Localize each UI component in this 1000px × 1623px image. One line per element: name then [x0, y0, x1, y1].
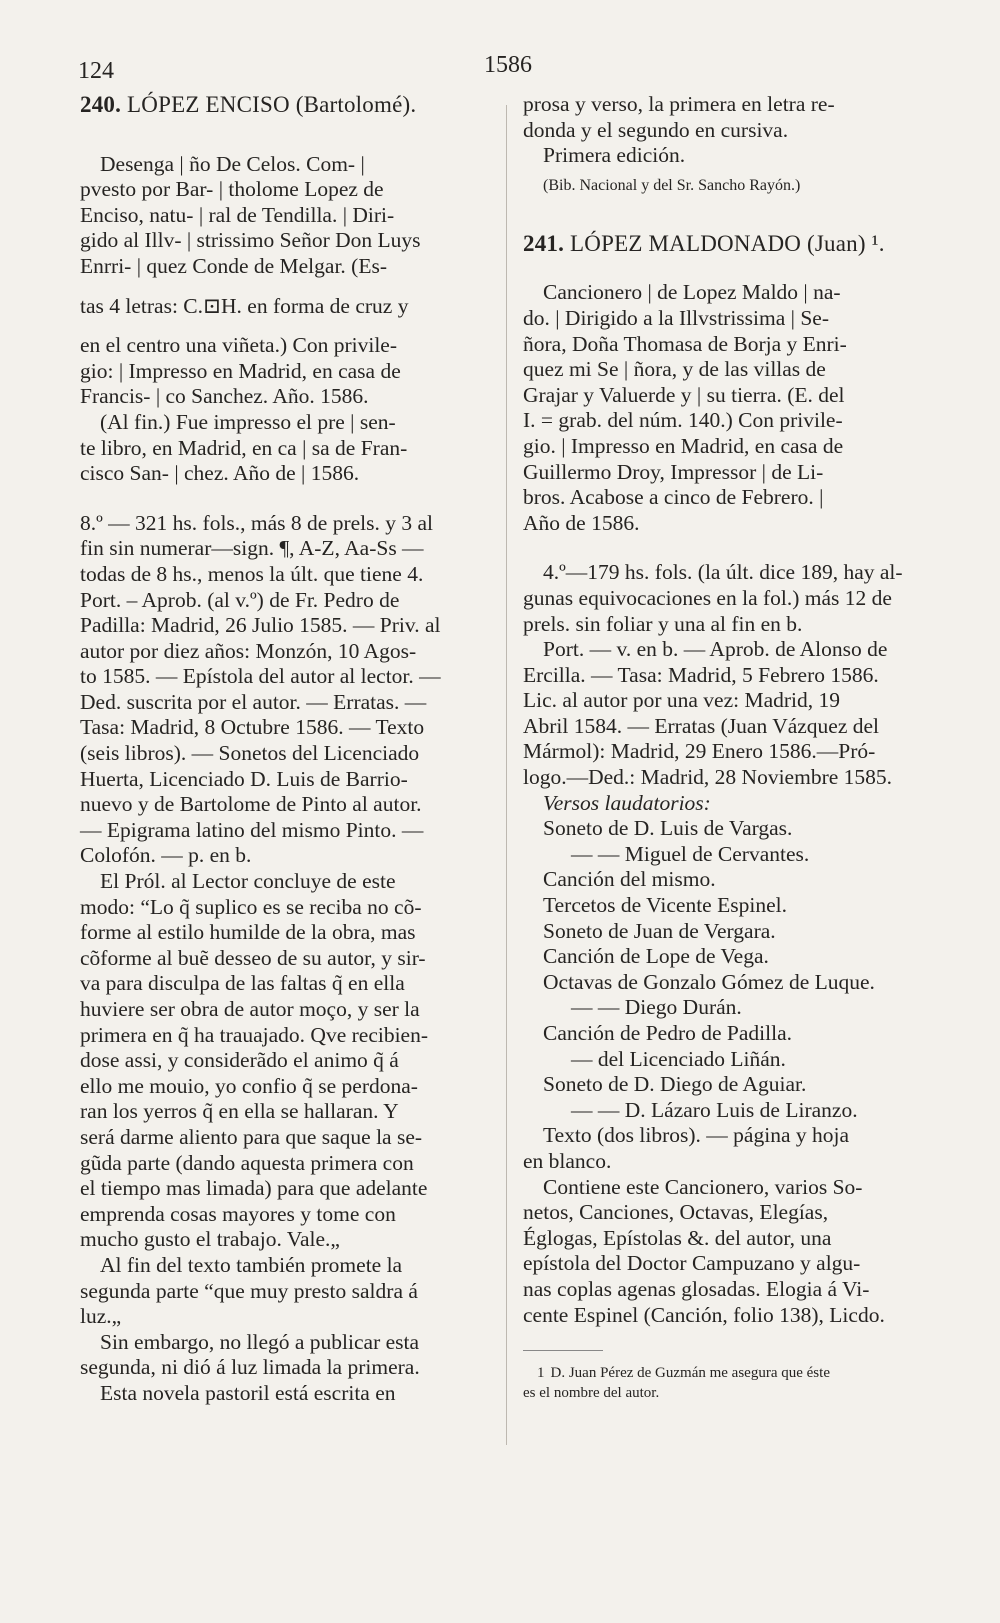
text-line: huviere ser obra de autor moço, y ser la — [80, 997, 420, 1021]
text-line: prels. sin foliar y una al fin en b. — [523, 611, 803, 636]
text-line: ello me mouio, yo confio q̃ se perdona- — [80, 1073, 418, 1098]
text-line: logo.—Ded.: Madrid, 28 Noviembre 1585. — [523, 765, 893, 790]
entry-number: 240. — [80, 92, 122, 117]
text-line: Esta novela pastoril está escrita en — [100, 1380, 396, 1405]
entry-author: LÓPEZ MALDONADO (Juan) ¹. — [570, 230, 885, 256]
text-line: Año de 1586. — [523, 510, 640, 535]
text-line: Port. – Aprob. (al v.º) de Fr. Pedro de — [80, 587, 400, 612]
text-line: forme al estilo humilde de la obra, mas — [80, 920, 416, 945]
text-line: Francis- | co Sanchez. Año. 1586. — [80, 384, 369, 409]
entry-number: 241. — [523, 230, 565, 256]
text-line: Ded. suscrita por el autor. — Erratas. — — [80, 689, 427, 714]
text-line: Lic. al autor por una vez: Madrid, 19 — [523, 688, 841, 713]
entry-241-heading — [523, 231, 943, 257]
text-line: cente Espinel (Canción, folio 138), Licdo. — [523, 1302, 885, 1327]
text-line: en blanco. — [523, 1148, 612, 1173]
text-line: todas de 8 hs., menos la últ. que tiene 4. — [80, 561, 424, 586]
column-divider — [506, 105, 507, 1445]
text-line: Texto (dos libros). — página y hoja — [543, 1123, 850, 1148]
text-line: bros. Acabose a cinco de Febrero. | — [523, 485, 824, 510]
text-line: gio. | Impresso en Madrid, en casa de — [523, 433, 844, 458]
entry-240-description — [80, 511, 492, 869]
text-line: Huerta, Licenciado D. Luis de Barrio- — [80, 766, 408, 791]
text-line: va para disculpa de las faltas q̃ en ella — [80, 971, 405, 996]
text-line: te libro, en Madrid, en ca | sa de Fran- — [80, 435, 408, 460]
verse-item: — — Miguel de Cervantes. — [571, 841, 810, 866]
text-line: gũda parte (dando aquesta primera con — [80, 1150, 414, 1175]
text-line: tas 4 letras: C.⊡H. en forma de cruz y — [80, 293, 409, 318]
verse-item: Octavas de Gonzalo Gómez de Luque. — [543, 969, 875, 994]
text-line: modo: “Lo q̃ suplico es se reciba no cõ- — [80, 894, 422, 919]
text-line: Abril 1584. — Erratas (Juan Vázquez del — [523, 713, 880, 738]
text-line: — Epigrama latino del mismo Pinto. — — [80, 817, 424, 842]
entry-240-heading — [80, 92, 492, 118]
library-location: (Bib. Nacional y del Sr. Sancho Rayón.) — [543, 176, 801, 194]
verse-item: — del Licenciado Liñán. — [571, 1046, 786, 1071]
text-line: Cancionero | de Lopez Maldo | na- — [543, 280, 841, 305]
text-line: autor por diez años: Monzón, 10 Agos- — [80, 638, 417, 663]
entry-241-contents — [523, 1175, 943, 1329]
text-line: 8.º — 321 hs. fols., más 8 de prels. y 3 al — [80, 510, 434, 535]
entry-240-title — [80, 152, 492, 487]
text-line: epístola del Doctor Campuzano y algu- — [523, 1251, 861, 1276]
text-line: fin sin numerar—sign. ¶, A-Z, Aa-Ss — — [80, 536, 424, 561]
text-line: Ercilla. — Tasa: Madrid, 5 Febrero 1586. — [523, 662, 879, 687]
text-line: Desenga | ño De Celos. Com- | — [100, 151, 365, 176]
text-line: Port. — v. en b. — Aprob. de Alonso de — [543, 637, 888, 662]
text-line: luz.„ — [80, 1304, 122, 1329]
text-line: do. | Dirigido a la Illvstrissima | Se- — [523, 305, 829, 330]
verse-item: Soneto de D. Diego de Aguiar. — [543, 1072, 807, 1097]
text-line: 4.º—179 hs. fols. (la últ. dice 189, hay al- — [543, 560, 903, 585]
entry-241-description — [523, 560, 943, 790]
text-line: segunda parte “que muy presto saldra á — [80, 1278, 418, 1303]
text-line: Colofón. — p. en b. — [80, 843, 252, 868]
text-line: Padilla: Madrid, 26 Julio 1585. — Priv. al — [80, 613, 441, 638]
text-line: pvesto por Bar- | tholome Lopez de — [80, 177, 384, 202]
entry-241-text — [523, 1123, 943, 1174]
text-line: Enrri- | quez Conde de Melgar. (Es- — [80, 253, 387, 278]
verse-item: Soneto de D. Luis de Vargas. — [543, 816, 793, 841]
text-line: primera en q̃ ha trauajado. Qve recibien- — [80, 1022, 429, 1047]
footnote-rule — [523, 1350, 603, 1351]
text-line: en el centro una viñeta.) Con privile- — [80, 333, 398, 358]
text-line: Al fin del texto también promete la — [100, 1252, 403, 1277]
running-year: 1586 — [484, 52, 532, 78]
text-line: emprenda cosas mayores y tome con — [80, 1201, 396, 1226]
text-line: mucho gusto el trabajo. Vale.„ — [80, 1227, 340, 1252]
text-line: el tiempo mas limada) para que adelante — [80, 1176, 428, 1201]
footnote-text: es el nombre del autor. — [523, 1385, 660, 1402]
right-column — [523, 92, 943, 1403]
entry-240-prologue — [80, 869, 492, 1406]
verse-item: Soneto de Juan de Vergara. — [543, 918, 776, 943]
verse-item: Canción de Lope de Vega. — [543, 944, 769, 969]
text-line: Guillermo Droy, Impressor | de Li- — [523, 459, 824, 484]
text-line: Primera edición. — [543, 143, 686, 168]
text-line: Sin embargo, no llegó a publicar esta — [100, 1329, 420, 1354]
text-line: El Pról. al Lector concluye de este — [100, 869, 396, 894]
text-line: nuevo y de Bartolome de Pinto al autor. — [80, 792, 422, 817]
text-line: (seis libros). — Sonetos del Licenciado — [80, 741, 420, 766]
footnote-number: 1 — [537, 1365, 545, 1382]
text-line: to 1585. — Epístola del autor al lector. — — [80, 664, 441, 689]
text-line: Grajar y Valuerde y | su tierra. (E. del — [523, 382, 845, 407]
page-number: 124 — [78, 58, 114, 84]
text-line: segunda, ni dió á luz limada la primera. — [80, 1355, 420, 1380]
text-line: gio: | Impresso en Madrid, en casa de — [80, 358, 401, 383]
verse-item: Canción de Pedro de Padilla. — [543, 1021, 792, 1045]
text-line: donda y el segundo en cursiva. — [523, 117, 789, 142]
verse-item: Canción del mismo. — [543, 867, 716, 892]
text-line: gunas equivocaciones en la fol.) más 12 de — [523, 585, 892, 610]
left-column — [80, 92, 492, 1407]
text-line: gido al Illv- | strissimo Señor Don Luys — [80, 228, 421, 253]
text-line: nas coplas agenas glosadas. Elogia á Vi- — [523, 1276, 870, 1301]
text-line: prosa y verso, la primera en letra re- — [523, 92, 835, 116]
text-line: Contiene este Cancionero, varios So- — [543, 1174, 863, 1199]
text-line: Tasa: Madrid, 8 Octubre 1586. — Texto — [80, 715, 425, 740]
verse-item: — — Diego Durán. — [571, 995, 742, 1020]
text-line: ñora, Doña Thomasa de Borja y Enri- — [523, 331, 847, 356]
text-line: I. = grab. del núm. 140.) Con privile- — [523, 408, 843, 433]
entry-author: LÓPEZ ENCISO (Bartolomé). — [127, 92, 417, 117]
text-line: Enciso, natu- | ral de Tendilla. | Diri- — [80, 202, 395, 227]
text-line: cõforme al buẽ desseo de su autor, y sir- — [80, 945, 426, 970]
text-line: ran los yerros q̃ en ella se hallaran. Y — [80, 1099, 399, 1124]
entry-240-continuation — [523, 92, 943, 169]
text-line: (Al fin.) Fue impresso el pre | sen- — [100, 409, 396, 434]
text-line: quez mi Se | ñora, y de las villas de — [523, 357, 826, 382]
entry-241-title — [523, 280, 943, 536]
verse-item: Tercetos de Vicente Espinel. — [543, 893, 787, 918]
verses-list — [523, 816, 943, 1123]
verse-item: — — D. Lázaro Luis de Liranzo. — [571, 1097, 858, 1122]
footnote-text: D. Juan Pérez de Guzmán me asegura que éste — [550, 1365, 830, 1382]
footnote — [523, 1363, 943, 1403]
text-line: cisco San- | chez. Año de | 1586. — [80, 461, 360, 486]
text-line: será darme aliento para que saque la se- — [80, 1124, 423, 1149]
text-line: Mármol): Madrid, 29 Enero 1586.—Pró- — [523, 739, 876, 764]
text-line: Églogas, Epístolas &. del autor, una — [523, 1225, 832, 1250]
verses-heading: Versos laudatorios: — [543, 790, 711, 815]
text-line: netos, Canciones, Octavas, Elegías, — [523, 1200, 829, 1225]
text-line: dose assi, y considerãdo el animo q̃ á — [80, 1048, 399, 1073]
